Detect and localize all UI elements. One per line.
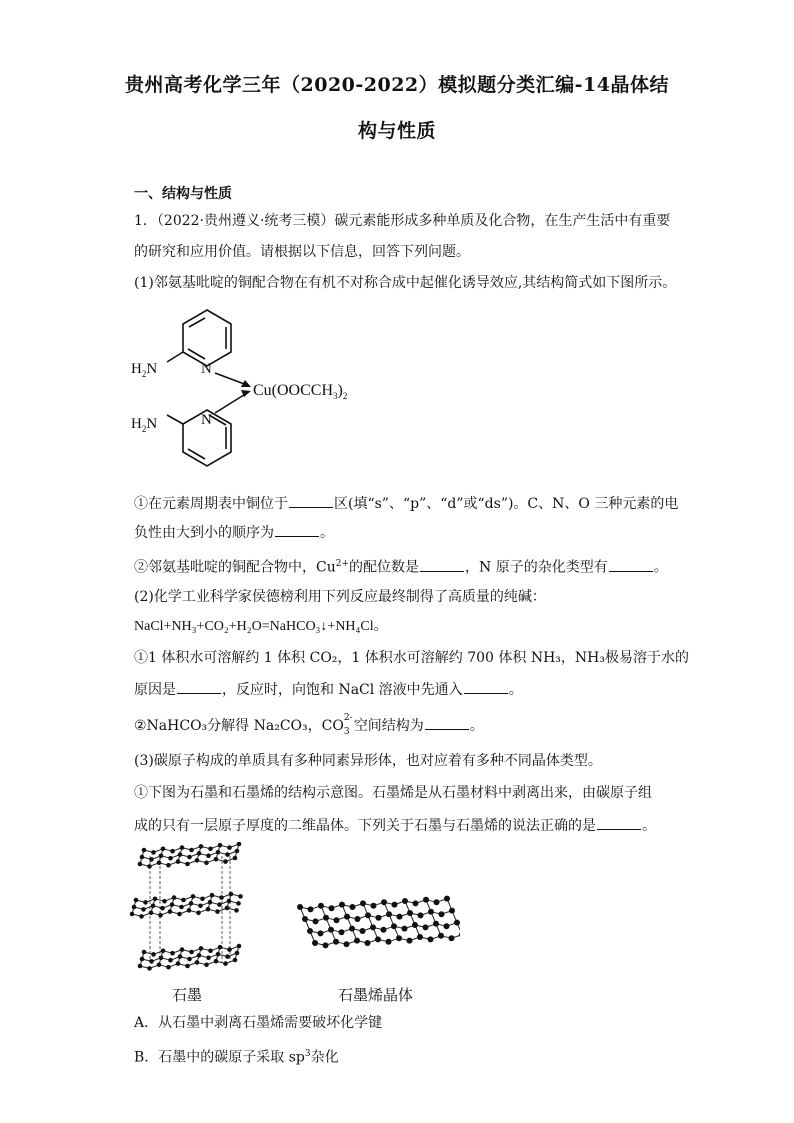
carbon-atom (185, 862, 190, 867)
carbon-atom (219, 895, 224, 900)
carbon-atom (350, 904, 356, 910)
carbon-atom (138, 964, 143, 969)
text-seg: 。 (653, 559, 668, 576)
carbon-atom (438, 933, 444, 939)
carbon-atom (349, 926, 355, 932)
carbon-atom (392, 902, 398, 908)
carbon-atom (149, 857, 154, 862)
carbon-atom (225, 906, 230, 911)
carbon-atom (238, 894, 243, 899)
copper-close: ) (337, 382, 343, 399)
carbon-atom (162, 899, 167, 904)
carbon-atom (233, 856, 238, 861)
carbon-atom (402, 898, 408, 904)
carbon-atom (227, 899, 232, 904)
carbon-atom (216, 850, 221, 855)
carbon-atom (168, 909, 173, 914)
carbon-atom (402, 926, 408, 932)
carbon-atom (307, 928, 313, 934)
carbon-atom (177, 912, 182, 917)
document-title-line1: 贵州高考化学三年（2020-2022）模拟题分类汇编-14晶体结 (125, 74, 669, 96)
part1-q1-line2 (134, 522, 334, 543)
carbon-atom (208, 900, 213, 905)
carbon-atom (132, 905, 137, 910)
text-seg: 。 (642, 818, 656, 834)
carbon-atom (189, 848, 194, 853)
carbon-atom (170, 902, 175, 907)
amine-top-sub: 2 (141, 369, 147, 379)
carbon-atom (428, 909, 434, 915)
carbon-atom (397, 914, 403, 920)
answer-blank[interactable] (609, 557, 653, 572)
carbon-atom (187, 855, 192, 860)
carbon-atom (444, 923, 450, 929)
text-seg: ，N 原子的杂化类型有 (465, 559, 608, 576)
carbon-atom (454, 920, 460, 926)
carbon-atom (157, 861, 162, 866)
answer-blank[interactable] (420, 557, 464, 572)
carbon-atom (179, 905, 184, 910)
carbon-atom (180, 845, 185, 850)
carbon-atom (196, 911, 201, 916)
carbon-atom (216, 952, 221, 957)
text-seg: 杂化 (310, 1049, 339, 1066)
carbon-atom (234, 908, 239, 913)
copper-sub3: 3 (333, 391, 338, 401)
carbon-atom (225, 852, 230, 857)
carbon-atom (204, 861, 209, 866)
carbon-atom (195, 858, 200, 863)
text-seg: 的配位数是 (349, 559, 420, 576)
carbon-atom (227, 845, 232, 850)
carbon-atom (134, 898, 139, 903)
carbon-atom (302, 916, 308, 922)
carbon-atom (161, 949, 166, 954)
part2-q1-line1: ①1 体积水可溶解约 1 体积 CO₂，1 体积水可溶解约 700 体积 NH₃，NH₃极易溶于水的 (134, 650, 689, 666)
carbon-atom (198, 904, 203, 909)
carbon-atom (223, 859, 228, 864)
question-intro-line1: 1．（2022·贵州遵义·统考三模）碳元素能形成多种单质及化合物，在生产生活中有重要 (134, 213, 671, 229)
carbon-atom (339, 929, 345, 935)
carbon-atom (218, 945, 223, 950)
carbon-atom (365, 940, 371, 946)
carbon-atom (375, 936, 381, 942)
carbon-atom (160, 906, 165, 911)
carbon-atom (227, 947, 232, 952)
carbon-atom (360, 928, 366, 934)
carbon-atom (344, 914, 350, 920)
carbon-atom (157, 963, 162, 968)
carbon-atom (297, 904, 303, 910)
carbon-atom (376, 915, 382, 921)
carbon-atom (433, 921, 439, 927)
copper-sub2: 2 (342, 391, 348, 401)
carbon-atom (313, 918, 319, 924)
answer-blank[interactable] (177, 679, 221, 694)
carbon-atom (328, 927, 334, 933)
carbon-atom (215, 909, 220, 914)
carbon-atom (142, 848, 147, 853)
carbon-atom (206, 907, 211, 912)
option-a: A．从石墨中剥离石墨烯需要破坏化学键 (134, 1015, 383, 1031)
carbon-atom (187, 957, 192, 962)
part3-q1-line2 (134, 815, 656, 836)
carbon-atom (365, 912, 371, 918)
text-seg: ①在元素周期表中铜位于 (134, 496, 288, 512)
carbon-atom (396, 935, 402, 941)
carbon-atom (354, 938, 360, 944)
carbon-atom (235, 951, 240, 956)
carbon-atom (206, 854, 211, 859)
carbon-atom (407, 910, 413, 916)
text-seg: 区(填“s”、“p”、“d”或“ds”)。C、N、O 三种元素的电 (334, 496, 679, 512)
carbon-atom (206, 956, 211, 961)
carbon-atom (217, 902, 222, 907)
carbon-atom (138, 862, 143, 867)
carbon-atom (200, 897, 205, 902)
carbon-atom (428, 936, 434, 942)
carbon-atom (189, 950, 194, 955)
carbon-atom (386, 939, 392, 945)
carbon-atom (141, 907, 146, 912)
carbon-atom (339, 902, 345, 908)
text-seg: ②NaHCO₃分解得 Na₂CO₃，CO (134, 718, 344, 734)
carbon-atom (308, 906, 314, 912)
carbon-atom (149, 911, 154, 916)
carbon-atom (197, 953, 202, 958)
carbon-atom (381, 927, 387, 933)
superscript: 2- (343, 713, 353, 723)
answer-blank[interactable] (289, 493, 333, 508)
carbon-atom (151, 850, 156, 855)
carbon-atom (312, 940, 318, 946)
carbon-atom (161, 847, 166, 852)
carbon-atom (168, 856, 173, 861)
carbon-atom (225, 954, 230, 959)
carbon-atom (355, 916, 361, 922)
carbon-atom (195, 960, 200, 965)
carbon-atom (189, 901, 194, 906)
copper-complex-label: Cu(OOCCH (253, 382, 334, 399)
carbon-atom (318, 903, 324, 909)
superscript: 3 (304, 1049, 311, 1059)
part1-text: (1)邻氨基吡啶的铜配合物在有机不对称合成中起催化诱导效应,其结构简式如下图所示。 (134, 275, 677, 291)
answer-blank[interactable] (464, 679, 508, 694)
part2-text: (2)化学工业科学家侯德榜利用下列反应最终制得了高质量的纯碱： (134, 589, 546, 605)
carbon-atom (142, 950, 147, 955)
part1-q2-line (134, 554, 668, 578)
carbon-atom (329, 905, 335, 911)
carbon-atom (191, 894, 196, 899)
text-seg: B．石墨中的碳原子采取 sp (134, 1049, 305, 1066)
carbon-atom (449, 908, 455, 914)
carbon-atom (178, 954, 183, 959)
carbon-atom (159, 956, 164, 961)
carbon-atom (412, 922, 418, 928)
text-seg: 。 (508, 682, 523, 698)
carbon-atom (178, 852, 183, 857)
carbon-atom (334, 917, 340, 923)
graphite-structure-diagram (130, 842, 250, 977)
carbon-atom (413, 900, 419, 906)
part1-q1-line1 (134, 493, 678, 514)
carbon-atom (143, 900, 148, 905)
text-seg: 原因是 (134, 682, 176, 698)
carbon-atom (187, 908, 192, 913)
svg-text:H2N (131, 416, 157, 434)
carbon-atom (199, 844, 204, 849)
carbon-atom (149, 959, 154, 964)
carbon-atom (423, 897, 429, 903)
amine-bottom-n: N (146, 416, 158, 432)
carbon-atom (214, 959, 219, 964)
carbon-atom (235, 849, 240, 854)
carbon-atom (204, 963, 209, 968)
text-seg: 负性由大到小的顺序为 (134, 525, 274, 541)
carbon-atom (236, 901, 241, 906)
carbon-atom (371, 903, 377, 909)
part3-q1-line1: ①下图为石墨和石墨烯的结构示意图。石墨烯是从石墨材料中剥离出来，由碳原子组 (134, 785, 652, 801)
question-intro-line2: 的研究和应用价值。请根据以下信息，回答下列问题。 (134, 244, 470, 260)
carbon-atom (237, 842, 242, 846)
carbon-atom (208, 847, 213, 852)
carbon-atom (434, 899, 440, 905)
carbonate-charge (343, 713, 354, 737)
carbon-atom (151, 952, 156, 957)
carbon-atom (166, 863, 171, 868)
carbon-atom (140, 855, 145, 860)
graphene-structure-diagram (290, 895, 460, 960)
carbon-atom (444, 896, 450, 902)
carbon-atom (176, 859, 181, 864)
carbon-atom (130, 912, 134, 917)
carbon-atom (147, 864, 152, 869)
text-seg: ②邻氨基吡啶的铜配合物中，Cu (134, 559, 336, 576)
copper-complex-structure-diagram (125, 305, 385, 480)
option-b (134, 1044, 339, 1068)
carbon-atom (147, 966, 152, 971)
carbon-atom (391, 923, 397, 929)
graphene-caption: 石墨烯晶体 (338, 986, 414, 1004)
carbon-atom (185, 964, 190, 969)
carbon-atom (168, 958, 173, 963)
carbon-atom (199, 946, 204, 951)
text-seg: ，反应时，向饱和 NaCl 溶液中先通入 (222, 682, 463, 698)
reaction-equation: NaCl+NH₃+CO₂+H₂O=NaHCO₃↓+NH₄Cl。 (134, 619, 388, 634)
text-seg: 。 (469, 718, 484, 734)
carbon-atom (223, 961, 228, 966)
carbon-atom (360, 900, 366, 906)
carbon-atom (197, 851, 202, 856)
ring-n-bottom: N (201, 412, 212, 428)
text-seg: 空间结构为 (353, 718, 424, 734)
carbon-atom (210, 893, 215, 898)
amine-bottom-h: H (131, 416, 142, 432)
carbon-atom (218, 843, 223, 848)
amine-bottom-sub: 2 (141, 424, 147, 434)
carbon-atom (323, 942, 329, 948)
answer-blank[interactable] (275, 522, 319, 537)
carbon-atom (459, 932, 460, 938)
carbon-atom (153, 897, 158, 902)
carbon-atom (159, 854, 164, 859)
superscript: 2+ (335, 559, 350, 569)
carbon-atom (318, 930, 324, 936)
carbon-atom (229, 892, 234, 897)
carbon-atom (370, 924, 376, 930)
part2-q1-line2 (134, 679, 523, 700)
carbon-atom (418, 912, 424, 918)
carbon-atom (344, 941, 350, 947)
part3-text: (3)碳原子构成的单质具有多种同素异形体，也对应着有多种不同晶体类型。 (134, 753, 602, 769)
section-heading: 一、结构与性质 (134, 186, 232, 202)
carbon-atom (140, 957, 145, 962)
carbon-atom (172, 895, 177, 900)
text-seg: 成的只有一层原子厚度的二维晶体。下列关于石墨与石墨烯的说法正确的是 (134, 818, 596, 834)
graphite-caption: 石墨 (172, 986, 203, 1004)
carbon-atom (151, 904, 156, 909)
answer-blank[interactable] (425, 715, 469, 730)
subscript: 3 (343, 727, 350, 737)
carbon-atom (170, 849, 175, 854)
carbon-atom (423, 924, 429, 930)
carbon-atom (323, 915, 329, 921)
carbon-atom (166, 965, 171, 970)
ring-n-top: N (201, 361, 212, 377)
carbon-atom (449, 935, 455, 941)
document-title-line2: 构与性质 (357, 120, 436, 142)
carbon-atom (176, 961, 181, 966)
answer-blank[interactable] (597, 815, 641, 830)
svg-text:H2N (131, 361, 157, 379)
carbon-atom (407, 938, 413, 944)
carbon-atom (233, 958, 238, 963)
carbon-atom (180, 947, 185, 952)
text-seg: 。 (320, 525, 334, 541)
carbon-atom (381, 899, 387, 905)
carbon-atom (237, 944, 242, 949)
carbon-atom (333, 939, 339, 945)
amine-top-h: H (131, 361, 142, 377)
carbon-atom (417, 934, 423, 940)
carbon-atom (439, 911, 445, 917)
carbon-atom (170, 951, 175, 956)
amine-top-n: N (146, 361, 158, 377)
part2-q2-line (134, 715, 484, 736)
carbon-atom (181, 898, 186, 903)
carbon-atom (214, 857, 219, 862)
carbon-atom (386, 911, 392, 917)
carbon-atom (139, 914, 144, 919)
carbon-atom (158, 913, 163, 918)
svg-text:Cu(OOCCH3)2 (253, 382, 347, 401)
carbon-atom (208, 949, 213, 954)
